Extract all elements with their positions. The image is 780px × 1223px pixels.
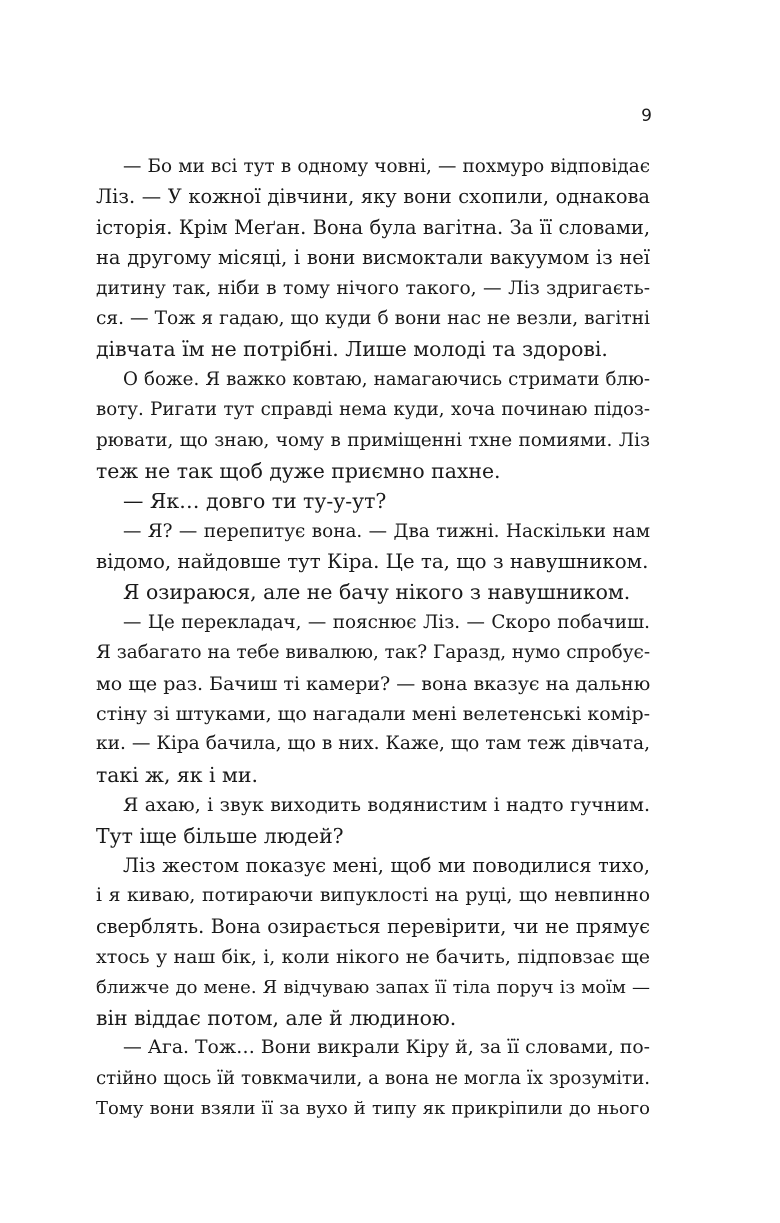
text-line: мо ще раз. Бачиш ті камери? — вона вказує на дальню (96, 672, 651, 695)
text-line: О боже. Я важко ковтаю, намагаючись стримати блю- (123, 368, 650, 390)
text-line: — Бо ми всі тут в одному човні, — похмуро відповідає (123, 156, 650, 177)
text-line: Я забагато на тебе вивалюю, так? Гаразд, нумо спробує- (96, 642, 651, 664)
text-line: Я ахаю, і звук виходить водянистим і надто гучним. (123, 794, 650, 817)
page-number: 9 (641, 106, 652, 126)
body-text (96, 152, 650, 1125)
text-line: історія. Крім Меґан. Вона була вагітна. За її словами, (96, 215, 650, 239)
text-line: дівчата їм не потрібні. Лише молоді та здорові. (96, 337, 608, 362)
text-line: хтось у наш бік, і, коли нікого не бачить, підповзає ще (96, 946, 650, 969)
text-line: стійно щось їй товкмачили, а вона не могла їх зрозуміти. (96, 1067, 650, 1089)
text-line: Тому вони взяли її за вухо й типу як прикріпили до нього (96, 1098, 650, 1120)
text-line: він віддає потом, але й людиною. (96, 1005, 457, 1030)
text-line: Ліз. — У кожної дівчини, яку вони схопили, однакова (96, 185, 650, 209)
text-line: на другому місяці, і вони висмоктали вакуумом із неї (96, 246, 650, 270)
text-line: — Я? — перепитує вона. — Два тижні. Наскільки нам (123, 520, 650, 542)
text-line: рювати, що знаю, чому в приміщенні тхне помиями. Ліз (96, 429, 650, 451)
text-line: Я озираюся, але не бачу нікого з навушником. (123, 580, 631, 605)
text-line: Ліз жестом показує мені, щоб ми поводилися тихо, (123, 853, 650, 877)
text-line: воту. Ригати тут справді нема куди, хоча починаю підоз- (96, 399, 650, 421)
text-line: сверблять. Вона озирається перевірити, чи не прямує (96, 914, 650, 938)
text-line: дитину так, ніби в тому нічого такого, — Ліз здригаєть- (96, 277, 650, 299)
text-line: стіну зі штуками, що нагадали мені велетенські комір- (96, 703, 651, 726)
text-line: ся. — Тож я гадаю, що куди б вони нас не везли, вагітні (96, 307, 650, 329)
text-line: такі ж, як і ми. (96, 762, 258, 787)
text-line: — Як… довго ти ту-у-ут? (123, 489, 387, 514)
text-line: теж не так щоб дуже приємно пахне. (96, 458, 501, 483)
text-line: ближче до мене. Я відчуваю запах її тіла поруч із моїм — (96, 976, 650, 998)
text-line: — Це перекладач, — пояснює Ліз. — Скоро побачиш. (123, 611, 650, 633)
text-line: відомо, найдовше тут Кіра. Це та, що з навушником. (96, 550, 649, 574)
text-line: і я киваю, потираючи випуклості на руці, що невпинно (96, 885, 650, 907)
text-line: ки. — Кіра бачила, що в них. Каже, що там теж дівчата, (96, 733, 650, 755)
text-line: Тут іще більше людей? (96, 823, 344, 848)
text-line: — Ага. Тож… Вони викрали Кіру й, за її словами, по- (123, 1037, 650, 1059)
